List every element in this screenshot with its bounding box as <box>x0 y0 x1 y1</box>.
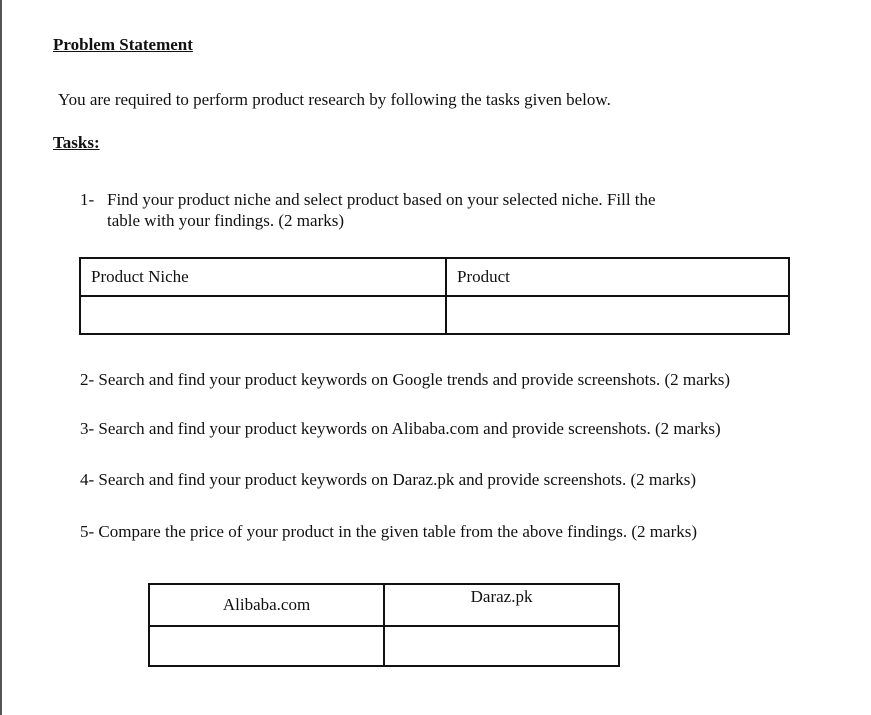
table-row <box>80 296 789 334</box>
table-header-row <box>149 584 619 626</box>
intro-paragraph: You are required to perform product research by following the tasks given below. <box>58 90 611 109</box>
task-3: 3- Search and find your product keywords on Alibaba.com and provide screenshots. (2 marks) <box>80 419 721 438</box>
task-5: 5- Compare the price of your product in the given table from the above findings. (2 marks) <box>80 522 698 541</box>
product-cell[interactable] <box>446 296 789 334</box>
daraz-header: Daraz.pk <box>384 584 619 626</box>
table-header-row <box>80 258 789 296</box>
product-header: Product <box>446 258 789 296</box>
alibaba-price-cell[interactable] <box>149 626 384 666</box>
task-1-line-1: Find your product niche and select product based on your selected niche. Fill the <box>107 190 656 209</box>
product-niche-header: Product Niche <box>80 258 446 296</box>
problem-statement-heading: Problem Statement <box>53 35 193 54</box>
alibaba-header: Alibaba.com <box>149 584 384 626</box>
table-row <box>149 626 619 666</box>
product-niche-table <box>79 257 790 335</box>
tasks-heading: Tasks: <box>53 133 100 152</box>
task-1-text <box>107 189 727 231</box>
daraz-price-cell[interactable] <box>384 626 619 666</box>
price-comparison-table <box>148 583 620 667</box>
product-niche-cell[interactable] <box>80 296 446 334</box>
page-edge <box>0 0 2 715</box>
task-4: 4- Search and find your product keywords on Daraz.pk and provide screenshots. (2 marks) <box>80 470 697 489</box>
task-1-number: 1- <box>80 190 95 209</box>
task-2: 2- Search and find your product keywords on Google trends and provide screenshots. (2 marks) <box>80 370 731 389</box>
task-1-line-2: table with your findings. (2 marks) <box>107 211 345 230</box>
